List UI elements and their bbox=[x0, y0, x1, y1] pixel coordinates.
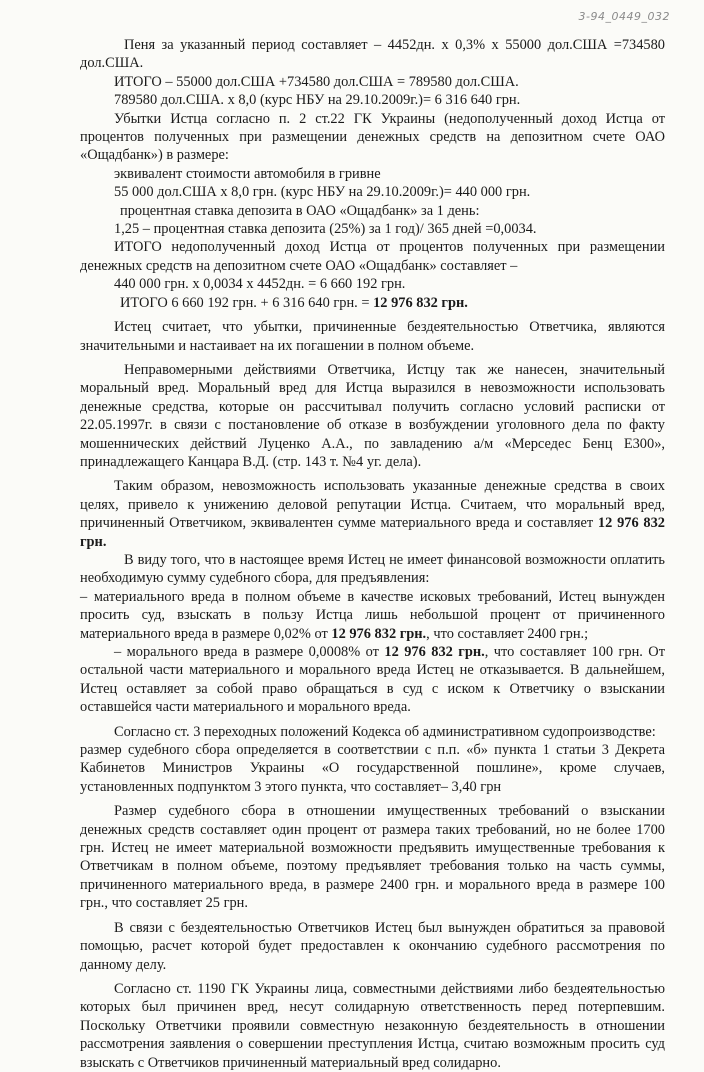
paragraph-lost-income-calc: 440 000 грн. х 0,0034 х 4452дн. = 6 660 192 грн. bbox=[114, 276, 406, 293]
paragraph-reputation bbox=[80, 477, 665, 551]
paragraph-losses: Убытки Истца согласно п. 2 ст.22 ГК Украины (недополученный доход Истца от процентов полученных при размещении денежных средств на депозитном счете ОАО «Ощадбанк») в размере: bbox=[80, 110, 665, 164]
material-claim-result: , что составляет 2400 грн.; bbox=[426, 625, 589, 642]
paragraph-deposit-rate: процентная ставка депозита в ОАО «Ощадбанк» за 1 день: bbox=[120, 202, 480, 219]
grand-total-amount: 12 976 832 грн. bbox=[373, 294, 468, 311]
paragraph-legal-help: В связи с бездеятельностью Ответчиков Истец был вынужден обратиться за правовой помощью, расчет которой будет предоставлен к окончанию судебного рассмотрения по данному делу. bbox=[80, 919, 665, 973]
paragraph-court-fee-amount: Размер судебного сбора в отношении имущественных требований о взыскании денежных средств составляет один процент от размера таких требований, но не более 1700 грн. Истец не имеет материальной возможности предъявить имущественные требования к Ответчикам в полном объеме, поэтому предъявляет требования только на часть суммы, причиненного материального вреда, в размере 2400 грн. и морального вреда в размере 100 грн., что составляет 25 грн. bbox=[80, 803, 665, 912]
paragraph-penalty: Пеня за указанный период составляет – 4452дн. х 0,3% х 55000 дол.США =734580 дол.США. bbox=[80, 37, 665, 72]
paragraph-total-uah: 789580 дол.США. х 8,0 (курс НБУ на 29.10.2009г.)= 6 316 640 грн. bbox=[114, 92, 521, 109]
paragraph-moral-claim bbox=[80, 643, 665, 717]
moral-claim-text: – морального вреда в размере 0,0008% от bbox=[114, 644, 385, 660]
paragraph-lost-income: ИТОГО недополученный доход Истца от процентов полученных при размещении денежных средств на депозитном счете ОАО «Ощадбанк» составляет – bbox=[80, 239, 665, 274]
paragraph-joint-liability: Согласно ст. 1190 ГК Украины лица, совместными действиями либо бездеятельностью которых был причинен вред, несут солидарную ответственность перед потерпевшим. Поскольку Ответчики проявили совместную незаконную бездеятельность в отношении рассмотрения заявления о совершении преступления Истца, считаю возможным просить суд взыскать с Ответчиков причиненный материальный вред солидарно. bbox=[80, 980, 665, 1071]
paragraph-grand-total bbox=[80, 294, 665, 312]
moral-claim-amount: 12 976 832 грн. bbox=[384, 644, 485, 660]
paragraph-rate-calc: 1,25 – процентная ставка депозита (25%) за 1 год)/ 365 дней =0,0034. bbox=[114, 221, 537, 238]
grand-total-text: ИТОГО 6 660 192 грн. + 6 316 640 грн. = bbox=[120, 294, 374, 311]
reputation-text: Таким образом, невозможность использовать указанные денежные средства в своих целях, привело к унижению деловой репутации Истца. Считаем, что моральный вред, причиненный Ответчиком, эквивалентен сумме материального вреда и составляет bbox=[80, 478, 665, 532]
paragraph-car-value: 55 000 дол.США х 8,0 грн. (курс НБУ на 29.10.2009г.)= 440 000 грн. bbox=[114, 184, 531, 201]
reputation-amount: 12 976 832 грн. bbox=[80, 515, 665, 550]
moral-claim-result: , что составляет 100 грн. От остальной части материального и морального вреда Истец не отказывается. В дальнейшем, Истец оставляет за собой право обращаться в суд с иском к Ответчику о взыскании оставшейся части материального и морального вреда. bbox=[80, 644, 665, 716]
paragraph-transitional-provisions: Согласно ст. 3 переходных положений Кодекса об административном судопроизводстве: bbox=[114, 723, 656, 740]
paragraph-claim-losses: Истец считает, что убытки, причиненные бездеятельностью Ответчика, являются значительными и настаивает на их погашении в полном объеме. bbox=[80, 319, 665, 354]
page-stamp: 3-94_0449_032 bbox=[578, 10, 670, 23]
paragraph-no-funds: В виду того, что в настоящее время Истец не имеет финансовой возможности оплатить необходимую сумму судебного сбора, для предъявления: bbox=[80, 551, 665, 587]
material-claim-amount: 12 976 832 грн. bbox=[331, 625, 427, 642]
material-claim-text: – материального вреда в полном объеме в качестве исковых требований, Истец вынужден просить суд, взыскать в пользу Истца лишь небольшой процент от причиненного материального вреда в размере 0,02% от bbox=[80, 588, 665, 642]
paragraph-moral-damage: Неправомерными действиями Ответчика, Истцу так же нанесен, значительный моральный вред. Моральный вред для Истца выразился в невозможности использовать денежные средства, которые он рассчитывал получить согласно условий расписки от 22.05.1997г. в связи с постановление об отказе в возбуждении уголовного дела по факту мошеннических действий Луценко А.А., по завладению а/м «Мерседес Бенц Е300», принадлежащего Канцара В.Д. (стр. 143 т. №4 уг. дела). bbox=[80, 361, 665, 470]
paragraph-material-claim bbox=[80, 588, 665, 643]
paragraph-court-fee-rule: размер судебного сбора определяется в соответствии с п.п. «б» пункта 1 статьи 3 Декрета Кабинетов Министров Украины «О государственной пошлине», кроме случаев, установленных подпунктом 3 этого пункта, что составляет– 3,40 грн bbox=[80, 742, 665, 795]
paragraph-total-usd: ИТОГО – 55000 дол.США +734580 дол.США = 789580 дол.США. bbox=[114, 73, 519, 90]
paragraph-car-equivalent: эквивалент стоимости автомобиля в гривне bbox=[114, 165, 381, 182]
document-body bbox=[80, 36, 665, 1072]
